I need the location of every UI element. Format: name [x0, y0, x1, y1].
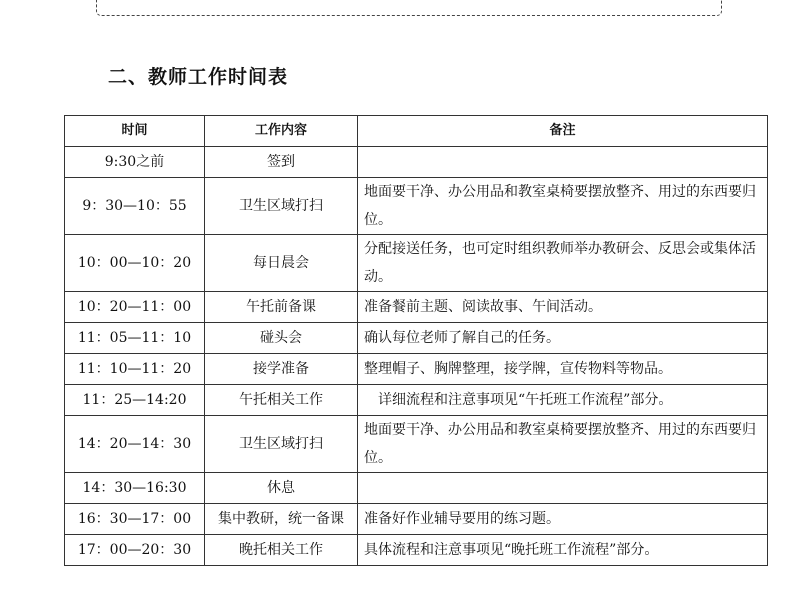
- table-row: [65, 473, 768, 504]
- row-note: 地面要干净、办公用品和教室桌椅要摆放整齐、用过的东西要归位。: [358, 178, 768, 235]
- table-row: [65, 354, 768, 385]
- row-time: 10：20—11：00: [65, 292, 205, 323]
- row-time: 14：20—14：30: [65, 416, 205, 473]
- header-note: 备注: [358, 116, 768, 147]
- row-task: 晚托相关工作: [205, 535, 358, 566]
- row-note: [358, 473, 768, 504]
- row-time: 10：00—10：20: [65, 235, 205, 292]
- row-note: 准备餐前主题、阅读故事、午间活动。: [358, 292, 768, 323]
- row-time: 11：10—11：20: [65, 354, 205, 385]
- row-note: 地面要干净、办公用品和教室桌椅要摆放整齐、用过的东西要归位。: [358, 416, 768, 473]
- row-note: 详细流程和注意事项见“午托班工作流程”部分。: [358, 385, 768, 416]
- table-row: [65, 292, 768, 323]
- table-row: [65, 535, 768, 566]
- table-row: [65, 235, 768, 292]
- header-task: 工作内容: [205, 116, 358, 147]
- row-task: 卫生区域打扫: [205, 178, 358, 235]
- row-task: 休息: [205, 473, 358, 504]
- table-row: [65, 323, 768, 354]
- row-note: 整理帽子、胸牌整理，接学牌，宣传物料等物品。: [358, 354, 768, 385]
- row-time: 11：25—14:20: [65, 385, 205, 416]
- row-time: 11：05—11：10: [65, 323, 205, 354]
- table-header-row: [65, 116, 768, 147]
- row-note: 具体流程和注意事项见“晚托班工作流程”部分。: [358, 535, 768, 566]
- row-note: 分配接送任务，也可定时组织教师举办教研会、反思会或集体活动。: [358, 235, 768, 292]
- header-time: 时间: [65, 116, 205, 147]
- table-row: [65, 178, 768, 235]
- row-task: 集中教研，统一备课: [205, 504, 358, 535]
- row-time: 9：30—10：55: [65, 178, 205, 235]
- row-note: 确认每位老师了解自己的任务。: [358, 323, 768, 354]
- table-row: [65, 416, 768, 473]
- row-task: 签到: [205, 147, 358, 178]
- row-note: [358, 147, 768, 178]
- teacher-schedule-table: [64, 115, 768, 566]
- row-task: 午托相关工作: [205, 385, 358, 416]
- table-row: [65, 504, 768, 535]
- table-row: [65, 147, 768, 178]
- row-time: 17：00—20：30: [65, 535, 205, 566]
- row-task: 每日晨会: [205, 235, 358, 292]
- row-note: 准备好作业辅导要用的练习题。: [358, 504, 768, 535]
- row-task: 午托前备课: [205, 292, 358, 323]
- row-time: 9:30之前: [65, 147, 205, 178]
- section-title: 二、教师工作时间表: [108, 66, 289, 88]
- row-time: 14：30—16:30: [65, 473, 205, 504]
- row-task: 碰头会: [205, 323, 358, 354]
- row-task: 卫生区域打扫: [205, 416, 358, 473]
- row-time: 16：30—17：00: [65, 504, 205, 535]
- top-dashed-box: [96, 0, 722, 16]
- table-row: [65, 385, 768, 416]
- row-task: 接学准备: [205, 354, 358, 385]
